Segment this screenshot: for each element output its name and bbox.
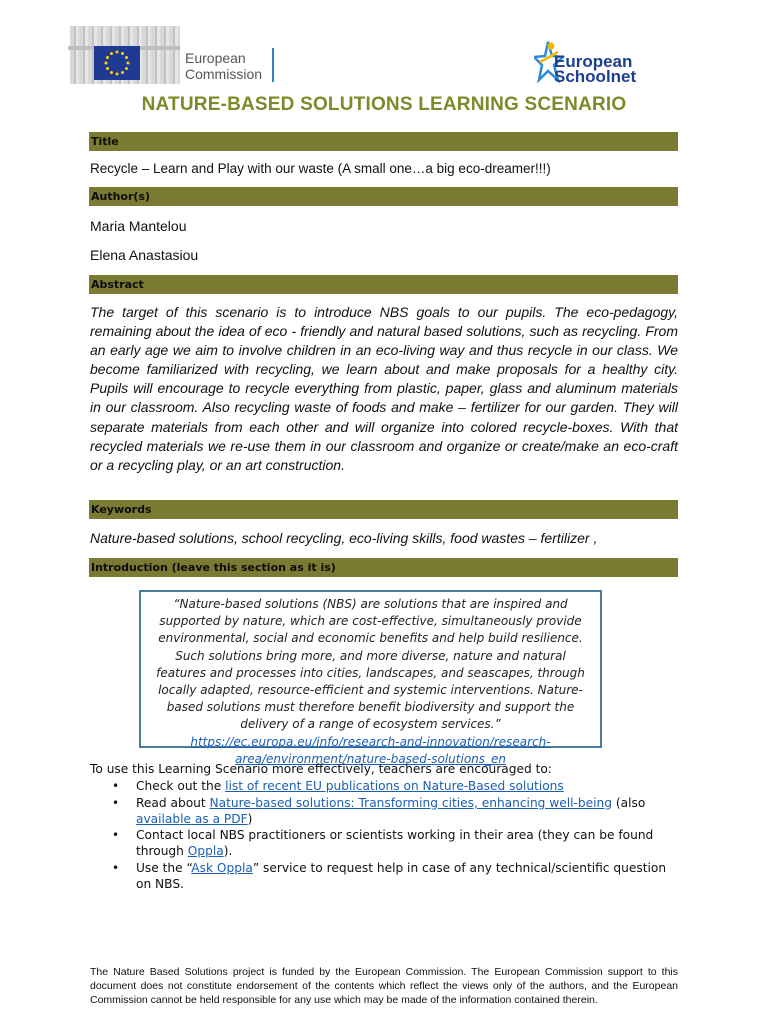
tip-text: Check out the xyxy=(136,779,226,793)
tip-text: (also xyxy=(612,795,646,810)
tip-text: ” service to request help in case of any technical/scientific question on NBS. xyxy=(136,860,667,891)
section-header-abstract: Abstract xyxy=(89,275,678,294)
ec-logo-divider xyxy=(272,48,274,82)
european-commission-logo xyxy=(70,26,285,86)
ec-logo-line1: European xyxy=(185,50,246,66)
tips-list xyxy=(108,778,678,892)
section-header-authors: Author(s) xyxy=(89,187,678,206)
es-logo-line1: European xyxy=(554,52,633,71)
introduction-quote xyxy=(149,596,592,768)
document-title: NATURE-BASED SOLUTIONS LEARNING SCENARIO xyxy=(141,94,627,115)
es-logo-text xyxy=(554,54,636,84)
ec-logo-text xyxy=(185,50,262,82)
tip-text: Read about xyxy=(136,795,210,810)
tip-text: Use the “ xyxy=(136,860,192,875)
author-name: Elena Anastasiou xyxy=(90,247,199,263)
oppla-link[interactable]: Oppla xyxy=(187,844,224,858)
introduction-quote-box xyxy=(139,590,602,766)
section-header-keywords: Keywords xyxy=(89,500,678,519)
author-name: Maria Mantelou xyxy=(90,218,187,234)
eu-flag-icon xyxy=(94,46,140,80)
nbs-definition-quote: “Nature-based solutions (NBS) are solutions that are inspired and supported by nature, which are cost-effective, simultaneously provide environmental, social and economic benefits and help build resilience. Such solutions bring more, and more diverse, nature and natural features and processes into cities, landscapes, and seascapes, through locally adapted, resource-efficient and systemic interventions. Nature-based solutions must therefore benefit biodiversity and support the delivery of a range of ecosystem services.” xyxy=(156,597,585,732)
scenario-title: Recycle – Learn and Play with our waste (A small one…a big eco-dreamer!!!) xyxy=(90,161,551,176)
tips-lead-text: To use this Learning Scenario more effectively, teachers are encouraged to: xyxy=(90,762,552,776)
tip-text: ). xyxy=(223,844,233,858)
ask-oppla-link[interactable]: Ask Oppla xyxy=(191,860,253,875)
eu-publications-link[interactable]: list of recent EU publications on Nature-Based solutions xyxy=(225,779,564,793)
list-item xyxy=(108,778,678,794)
list-item xyxy=(108,860,678,892)
transforming-cities-link[interactable]: Nature-based solutions: Transforming cities, enhancing well-being xyxy=(209,795,612,810)
list-item xyxy=(108,795,678,827)
tip-text: Contact local NBS practitioners or scientists working in their area (they can be found through xyxy=(136,828,654,858)
abstract-text: The target of this scenario is to introduce NBS goals to our pupils. The eco-pedagogy, remaining about the idea of eco - friendly and natural based solutions, such as recycling. From an early age we aim to involve children in an eco-living way and thus recycle in our class. We become familiarized with recycling, we learn about and make proposals for a healthy city. Pupils will encourage to recycle everything from plastic, paper, glass and aluminum materials in our classroom. Also recycling waste of foods and make – fertilizer for our garden. They will separate materials from each other and will organize into colored recycle-boxes. With that recycled materials we re-use them in our classroom and organize or create/make an eco-craft or a recycling play, or an art construction. xyxy=(90,304,678,473)
european-schoolnet-logo xyxy=(534,40,674,90)
section-header-introduction: Introduction (leave this section as it is) xyxy=(89,558,678,577)
ec-nbs-link[interactable]: https://ec.europa.eu/info/research-and-innovation/research-area/environment/nature-based-solutions_en xyxy=(190,734,551,766)
pdf-link[interactable]: available as a PDF xyxy=(136,811,248,826)
list-item xyxy=(108,827,678,859)
keywords-text: Nature-based solutions, school recycling, eco-living skills, food wastes – fertilizer , xyxy=(90,530,598,546)
funding-disclaimer: The Nature Based Solutions project is funded by the European Commission. The European Commission support to this document does not constitute endorsement of the contents which reflect the views only of the authors, and the European Commission cannot be held responsible for any use which may be made of the information contained therein. xyxy=(90,966,678,1006)
tip-text: ) xyxy=(247,811,253,826)
section-header-title: Title xyxy=(89,132,678,151)
es-logo-line2: Schoolnet xyxy=(554,67,637,86)
ec-logo-line2: Commission xyxy=(185,66,263,82)
